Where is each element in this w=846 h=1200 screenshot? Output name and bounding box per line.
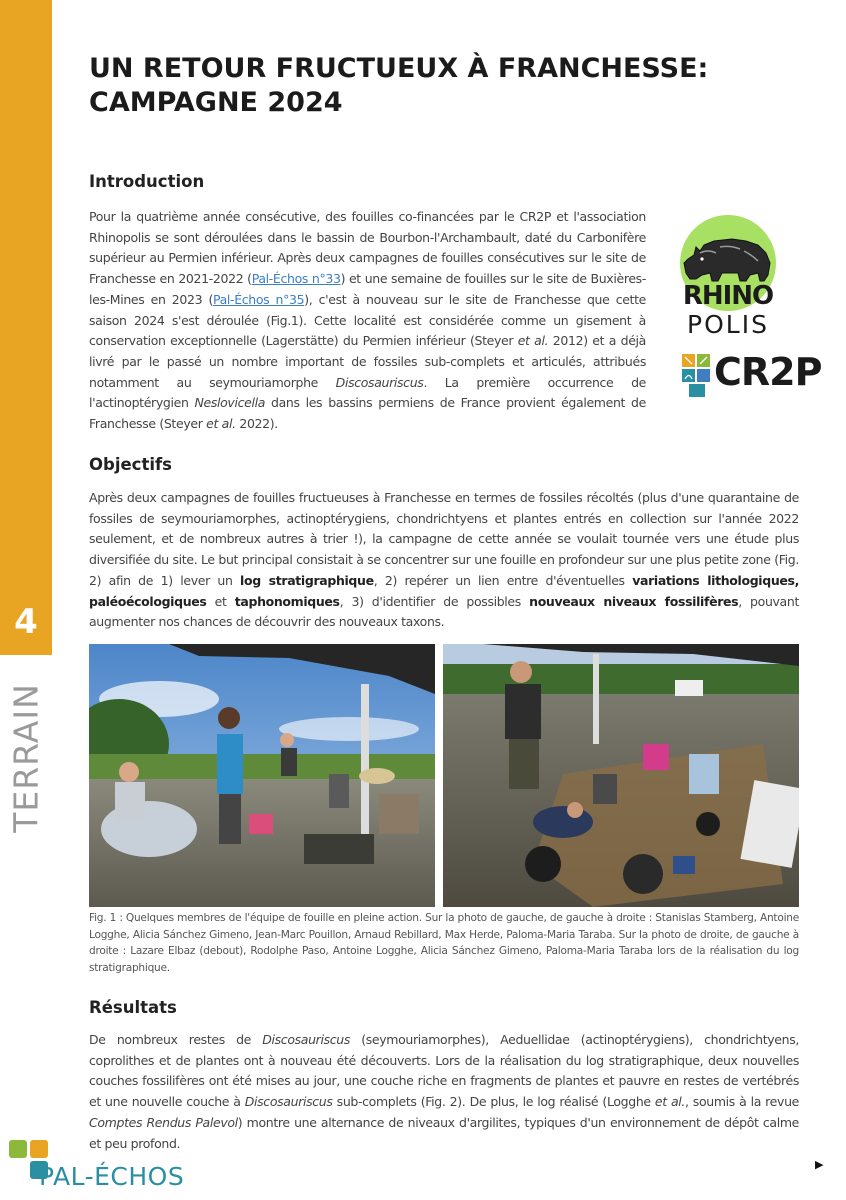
cr2p-text: CR2P [714, 350, 822, 394]
link-pal-echos-35[interactable]: Pal-Échos n°35 [212, 291, 305, 307]
section-label-text: TERRAIN [6, 683, 46, 833]
logo-square-orange [30, 1140, 48, 1158]
rhinopolis-polis-text: POLIS [687, 310, 769, 339]
pal-echos-logo [9, 1140, 189, 1195]
section-label [2, 668, 50, 848]
pal-echos-text: PAL-ÉCHOS [39, 1162, 185, 1191]
cr2p-logo [680, 350, 822, 404]
objectifs-heading: Objectifs [89, 455, 173, 474]
figure-caption: Fig. 1 : Quelques membres de l'équipe de fouille en pleine action. Sur la photo de gauche, de gauche à droite : Stanislas Stamberg, Antoine Logghe, Alicia Sánchez Gimeno, Jean-Marc Pouillon, Arnaud Rebillard, Max Herde, Paloma-Maria Taraba. Sur la photo de droite, de gauche à droite : Lazare Elbaz (debout), Rodolphe Paso, Antoine Logghe, Alicia Sánchez Gimeno, Paloma-Maria Taraba lors de la réalisation du log stratigraphique. [89, 912, 799, 974]
objectifs-paragraph: Après deux campagnes de fouilles fructueuses à Franchesse en termes de fossiles récoltés (plus d'une quarantaine de fossiles de seymouriamorphes, actinoptérygiens, chondrichtyens et plantes entrés en collection sur l'année 2022 seulement, et de nombreux autres à trier !), la campagne de cette année se voulait tournée vers une étude plus diversifiée du site. Le but principal consistait à se concentrer sur une fouille en profondeur sur une plus petite zone (Fig. 2) afin de 1) lever un log stratigraphique, 2) repérer un lien entre d'éventuelles variations lithologiques, paléoécologiques et taphonomiques, 3) d'identifier de possibles nouveaux niveaux fossilifères, pouvant augmenter nos chances de découvrir des nouveaux taxons. [89, 490, 799, 630]
sidebar-color-band [0, 0, 52, 655]
resultats-paragraph: De nombreux restes de Discosauriscus (seymouriamorphes), Aeduellidae (actinoptérygiens), chondrichtyens, coprolithes et de plantes ont à nouveau été découverts. Lors de la réalisation du log stratigraphique, deux nouvelles couches fossilifères ont été mises au jour, une couche riche en fragments de plantes et pauvre en restes de vertébrés et une nouvelle couche à Discosauriscus sub-complets (Fig. 2). De plus, le log réalisé (Logghe et al., soumis à la revue Comptes Rendus Palevol) montre une alternance de niveaux d'argilites, typiques d'un environnement de dépôt calme et peu profond. [89, 1032, 799, 1151]
title-line-2: CAMPAGNE 2024 [89, 87, 343, 118]
article-title [89, 52, 709, 120]
excavation-photo-left-image [89, 644, 435, 907]
rhinopolis-logo [676, 215, 780, 339]
resultats-heading: Résultats [89, 998, 177, 1017]
excavation-photo-left [89, 644, 435, 907]
cr2p-emblem-icon [680, 352, 714, 402]
excavation-photo-right [443, 644, 799, 907]
next-page-arrow-icon[interactable]: ▶ [815, 1158, 824, 1171]
excavation-photo-right-image [443, 644, 799, 907]
introduction-paragraph: Pour la quatrième année consécutive, des fouilles co-financées par le CR2P et l'association Rhinopolis se sont déroulées dans le bassin de Bourbon-l'Archambault, daté du Carbonifère supérieur au Permien inférieur. Après deux campagnes de fouilles consécutives sur le site de Franchesse en 2021-2022 (Pal-Échos n°33) et une semaine de fouilles sur le site de Buxières-les-Mines en 2023 (Pal-Échos n°35), c'est à nouveau sur le site de Franchesse que cette saison 2024 s'est déroulée (Fig.1). Cette localité est considérée comme un gisement à conservation exceptionnelle (Lagerstätte) du Permien inférieur (Steyer et al. 2012) et a déjà livré par le passé un nombre important de fossiles sub-complets et articulés, attribués notamment au seymouriamorphe Discosauriscus. La première occurrence de l'actinoptérygien Neslovicella dans les bassins permiens de France provient également de Franchesse (Steyer et al. 2022). [89, 209, 647, 432]
introduction-heading: Introduction [89, 172, 205, 191]
rhinopolis-rhino-text: RHINO [682, 281, 774, 311]
logo-square-green [9, 1140, 27, 1158]
page-number: 4 [14, 602, 38, 642]
link-pal-echos-33[interactable]: Pal-Échos n°33 [251, 271, 341, 287]
title-line-1: UN RETOUR FRUCTUEUX À FRANCHESSE: [89, 53, 709, 84]
